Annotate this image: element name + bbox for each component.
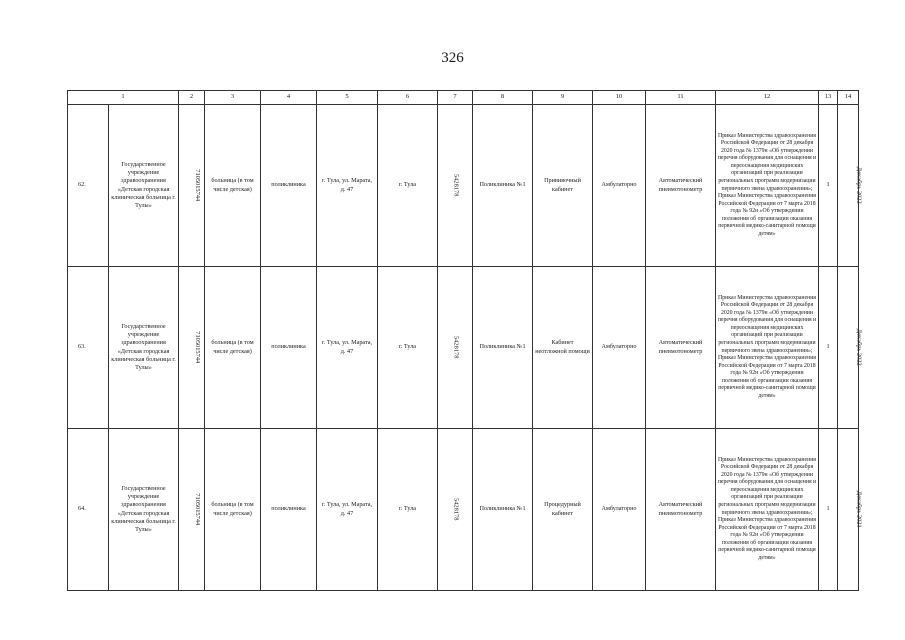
- equipment-name: Автоматический пневмотонометр: [646, 429, 716, 591]
- header-cell: 5: [317, 91, 378, 105]
- care-condition: Амбулаторно: [593, 429, 646, 591]
- city: г. Тула: [378, 267, 438, 429]
- date-text: Декабрь 2021: [855, 491, 863, 528]
- date-cell: [838, 267, 863, 429]
- address: г. Тула, ул. Марата, д. 47: [317, 105, 378, 267]
- equipment-name: Автоматический пневмотонометр: [646, 267, 716, 429]
- care-condition: Амбулаторно: [593, 267, 646, 429]
- header-cell: 10: [593, 91, 646, 105]
- header-cell: 14: [838, 91, 859, 105]
- header-cell: 6: [378, 91, 438, 105]
- row-number: 62.: [68, 105, 109, 267]
- subdivision: поликлиника: [261, 267, 317, 429]
- quantity: 1: [819, 429, 838, 591]
- room: Процедурный кабинет: [533, 429, 593, 591]
- inn-text: 7105015744: [194, 493, 202, 526]
- header-cell: 11: [646, 91, 716, 105]
- unit: Поликлиника №1: [473, 105, 533, 267]
- code-cell: [438, 267, 473, 429]
- address: г. Тула, ул. Марата, д. 47: [317, 429, 378, 591]
- subdivision: поликлиника: [261, 429, 317, 591]
- header-cell: 2: [179, 91, 205, 105]
- inn-text: 7105015744: [194, 169, 202, 202]
- city: г. Тула: [378, 429, 438, 591]
- quantity: 1: [819, 267, 838, 429]
- unit: Поликлиника №1: [473, 267, 533, 429]
- header-cell: 9: [533, 91, 593, 105]
- organization-name: Государственное учреждение здравоохранения «Детская городская клиническая больница г. Тулы»: [109, 267, 179, 429]
- facility-type: больница (в том числе детская): [205, 267, 261, 429]
- address: г. Тула, ул. Марата, д. 47: [317, 267, 378, 429]
- header-row: [68, 91, 859, 105]
- header-cell: 13: [819, 91, 838, 105]
- page-number: 326: [441, 50, 464, 66]
- quantity: 1: [819, 105, 838, 267]
- inn-text: 7105015744: [194, 331, 202, 364]
- room: Кабинет неотложной помощи: [533, 267, 593, 429]
- header-cell: 4: [261, 91, 317, 105]
- table-row: [68, 105, 859, 267]
- inn-cell: [179, 105, 205, 267]
- table-row: [68, 267, 859, 429]
- equipment-table: [67, 90, 863, 591]
- date-text: Декабрь 2022: [855, 329, 863, 366]
- organization-name: Государственное учреждение здравоохранения «Детская городская клиническая больница г. Тулы»: [109, 429, 179, 591]
- header-cell: 1: [68, 91, 179, 105]
- legal-basis: Приказ Министерства здравоохранения Российской Федерации от 28 декабря 2020 года № 1379н «Об утверждении перечня оборудования для оснащения и переоснащения медицинских организаций при реализации региональных программ модернизации первичного звена здравоохранения»; Приказ Министерства здравоохранения Российской Федерации от 7 марта 2018 года № 92н «Об утверждении положения об организации оказания первичной медико-санитарной помощи детям»: [716, 267, 819, 429]
- header-cell: 3: [205, 91, 261, 105]
- date-cell: [838, 105, 863, 267]
- code-text: 5428178: [452, 174, 460, 197]
- code-text: 5428178: [452, 336, 460, 359]
- code-cell: [438, 105, 473, 267]
- header-cell: 12: [716, 91, 819, 105]
- code-text: 5428178: [452, 498, 460, 521]
- care-condition: Амбулаторно: [593, 105, 646, 267]
- table-row: [68, 429, 859, 591]
- equipment-name: Автоматический пневмотонометр: [646, 105, 716, 267]
- code-cell: [438, 429, 473, 591]
- date-text: Декабрь 2022: [855, 167, 863, 204]
- subdivision: поликлиника: [261, 105, 317, 267]
- unit: Поликлиника №1: [473, 429, 533, 591]
- inn-cell: [179, 267, 205, 429]
- facility-type: больница (в том числе детская): [205, 429, 261, 591]
- header-cell: 7: [438, 91, 473, 105]
- organization-name: Государственное учреждение здравоохранения «Детская городская клиническая больница г. Тулы»: [109, 105, 179, 267]
- legal-basis: Приказ Министерства здравоохранения Российской Федерации от 28 декабря 2020 года № 1379н «Об утверждении перечня оборудования для оснащения и переоснащения медицинских организаций при реализации региональных программ модернизации первичного звена здравоохранения»; Приказ Министерства здравоохранения Российской Федерации от 7 марта 2018 года № 92н «Об утверждении положения об организации оказания первичной медико-санитарной помощи детям»: [716, 429, 819, 591]
- row-number: 64.: [68, 429, 109, 591]
- inn-cell: [179, 429, 205, 591]
- row-number: 63.: [68, 267, 109, 429]
- room: Прививочный кабинет: [533, 105, 593, 267]
- city: г. Тула: [378, 105, 438, 267]
- legal-basis: Приказ Министерства здравоохранения Российской Федерации от 28 декабря 2020 года № 1379н «Об утверждении перечня оборудования для оснащения и переоснащения медицинских организаций при реализации региональных программ модернизации первичного звена здравоохранения»; Приказ Министерства здравоохранения Российской Федерации от 7 марта 2018 года № 92н «Об утверждении положения об организации оказания первичной медико-санитарной помощи детям»: [716, 105, 819, 267]
- facility-type: больница (в том числе детская): [205, 105, 261, 267]
- header-cell: 8: [473, 91, 533, 105]
- date-cell: [838, 429, 863, 591]
